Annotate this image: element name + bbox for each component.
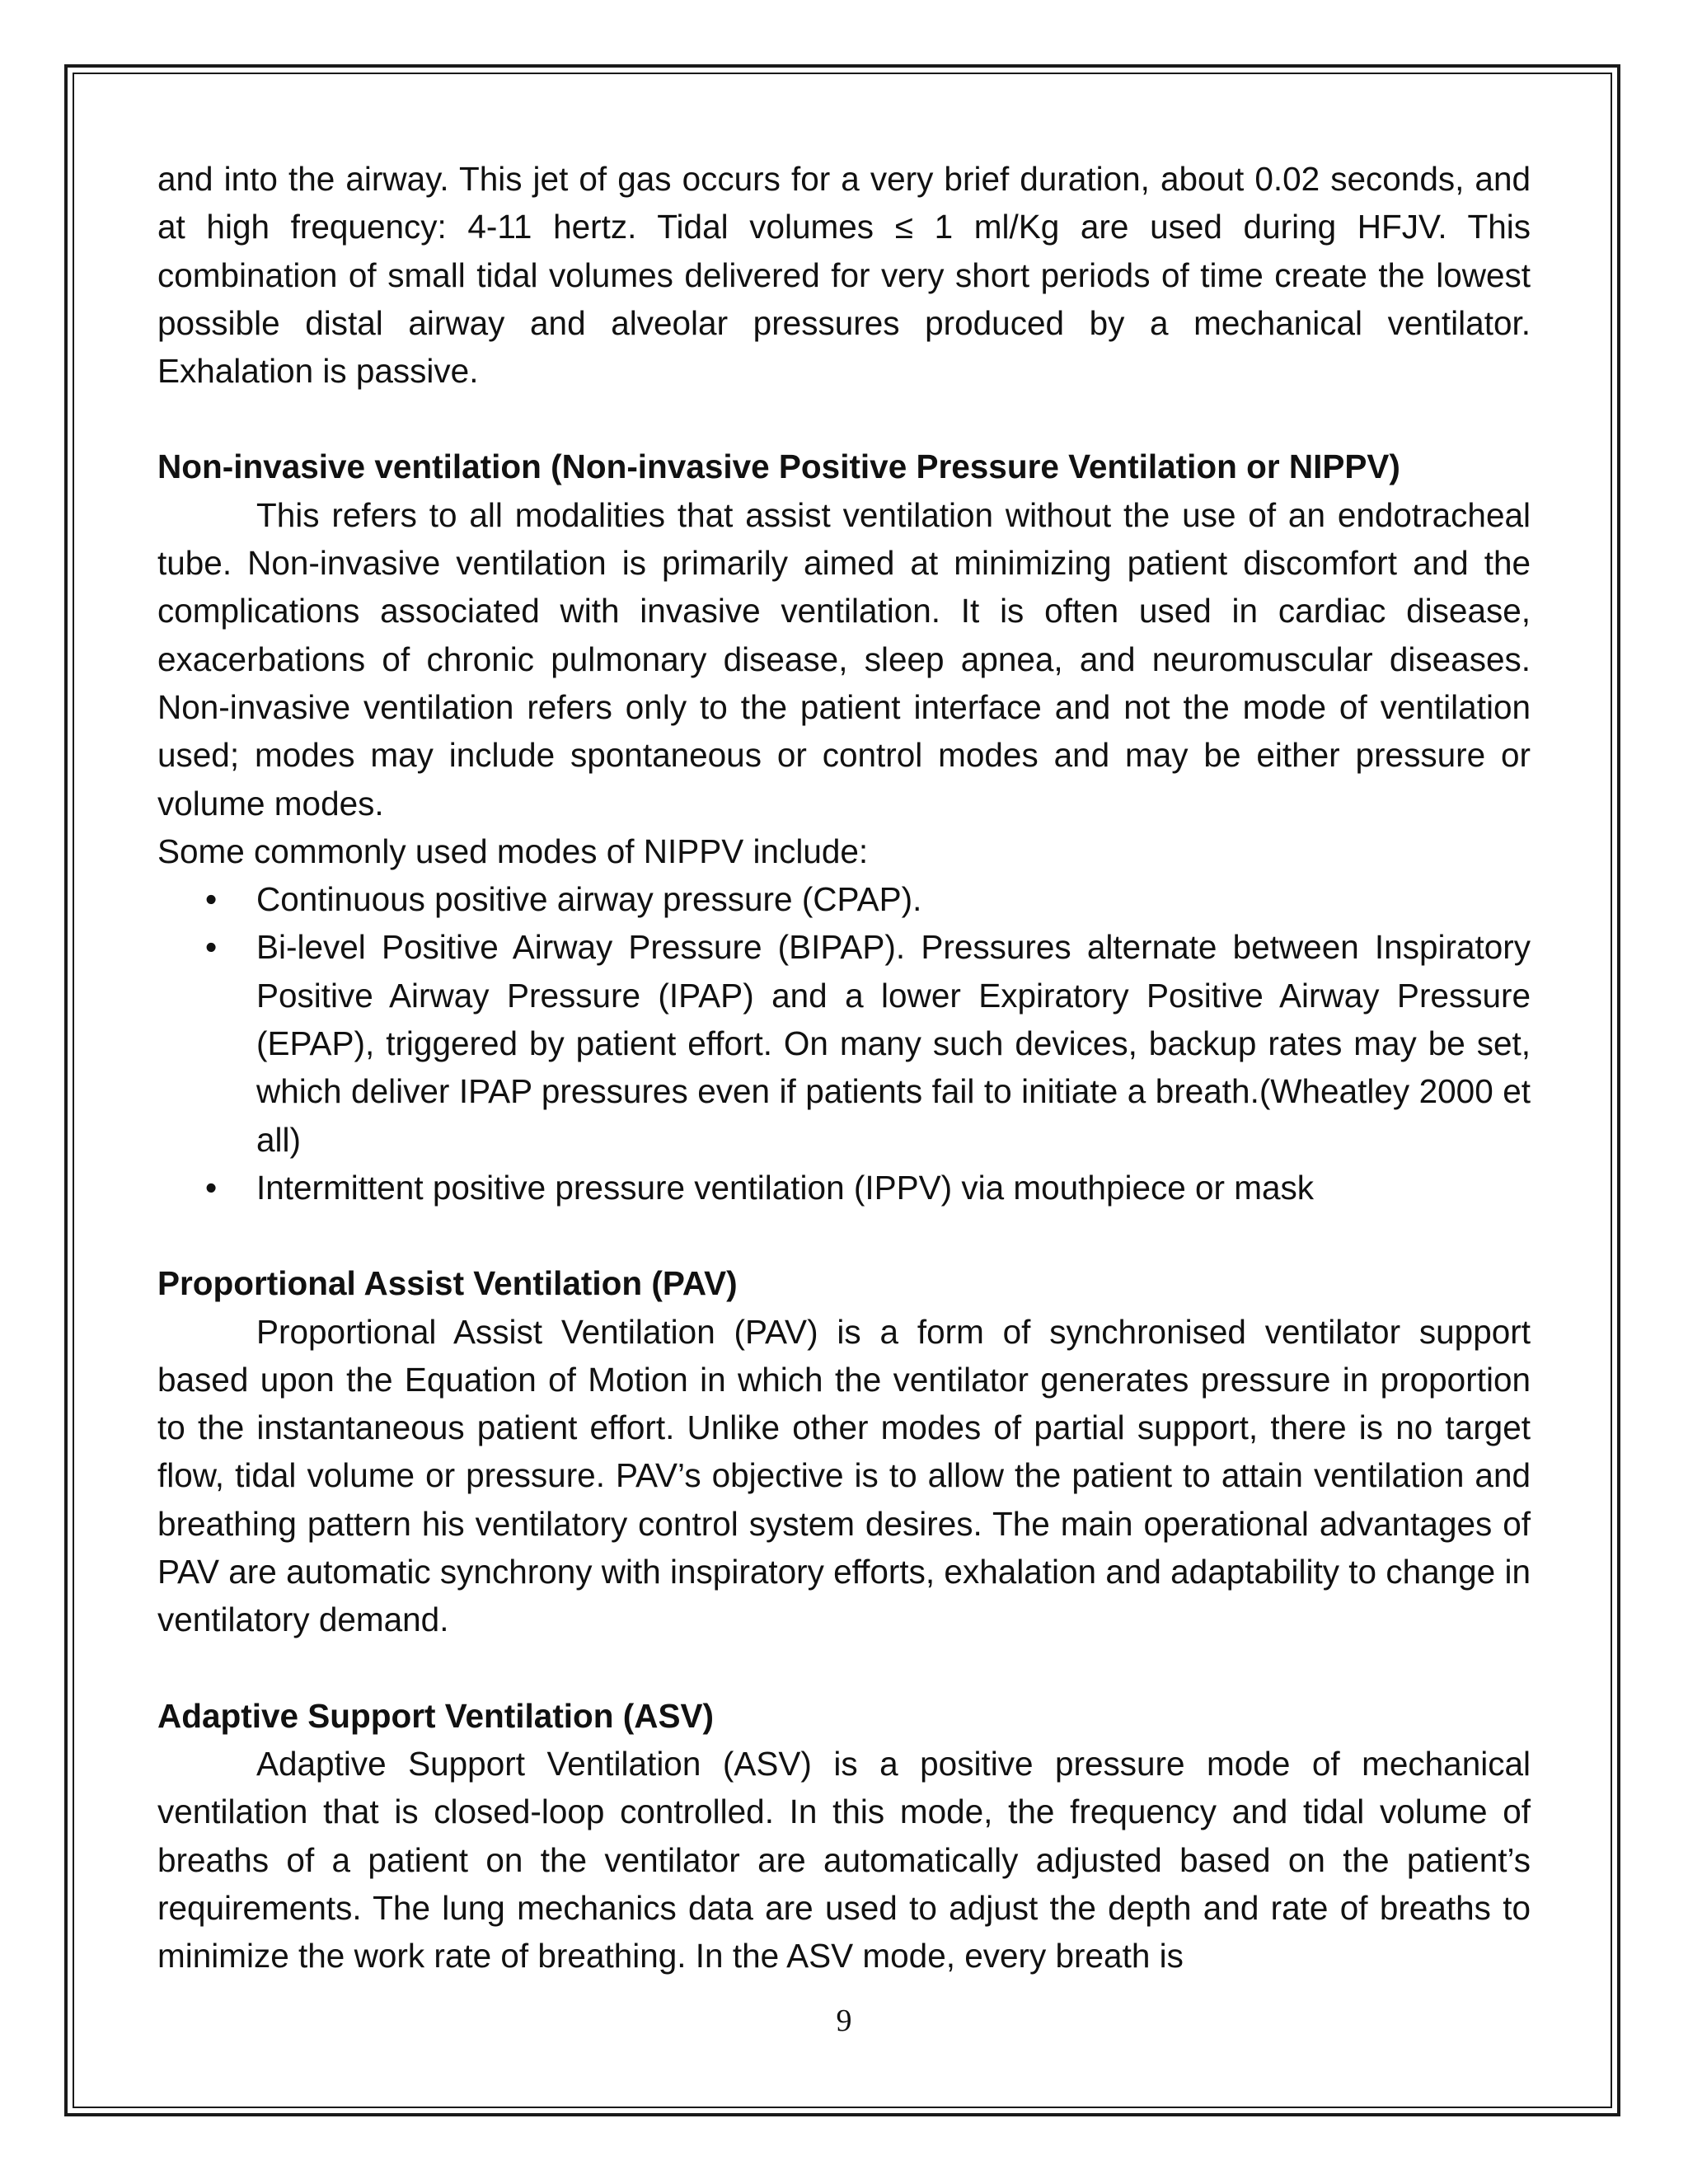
page-content — [157, 155, 1531, 1980]
section-spacer — [157, 1644, 1531, 1692]
list-item — [157, 923, 1531, 1163]
section-spacer — [157, 1212, 1531, 1259]
page-number: 9 — [836, 2004, 852, 2038]
list-item-text: Intermittent positive pressure ventilation (IPPV) via mouthpiece or mask — [256, 1168, 1315, 1207]
list-item-text: Continuous positive airway pressure (CPAP). — [256, 880, 922, 919]
pav-heading: Proportional Assist Ventilation (PAV) — [157, 1264, 738, 1303]
list-item — [157, 1164, 1531, 1212]
bullet-icon: • — [205, 1168, 218, 1207]
asv-heading: Adaptive Support Ventilation (ASV) — [157, 1696, 715, 1735]
intro-paragraph: and into the airway. This jet of gas occurs for a very brief duration, about 0.02 seconds, and at high frequency: 4-11 hertz. Tidal volumes ≤ 1 ml/Kg are used during HFJV. This combination of small tidal volumes delivered for very short periods of time create the lowest possible distal airway and alveolar pressures produced by a mechanical ventilator. Exhalation is passive. — [157, 160, 1531, 391]
nippv-mode-list — [157, 875, 1531, 1212]
asv-paragraph: Adaptive Support Ventilation (ASV) is a positive pressure mode of mechanical ventilation that is closed-loop controlled. In this mode, the frequency and tidal volume of breaths of a patient on the ventilator are automatically adjusted based on the patient’s requirements. The lung mechanics data are used to adjust the depth and rate of breaths to minimize the work rate of breathing. In the ASV mode, every breath is — [157, 1744, 1531, 1975]
nippv-paragraph: This refers to all modalities that assist ventilation without the use of an endotracheal tube. Non-invasive ventilation is primarily aimed at minimizing patient discomfort and the complications associated with invasive ventilation. It is often used in cardiac disease, exacerbations of chronic pulmonary disease, sleep apnea, and neuromuscular diseases. Non-invasive ventilation refers only to the patient interface and not the mode of ventilation used; modes may include spontaneous or control modes and may be either pressure or volume modes. — [157, 495, 1531, 823]
bullet-icon: • — [205, 928, 218, 967]
pav-paragraph: Proportional Assist Ventilation (PAV) is a form of synchronised ventilator support based upon the Equation of Motion in which the ventilator generates pressure in proportion to the instantaneous patient effort. Unlike other modes of partial support, there is no target flow, tidal volume or pressure. PAV’s objective is to allow the patient to attain ventilation and breathing pattern his ventilatory control system desires. The main operational advantages of PAV are automatic synchrony with inspiratory efforts, exhalation and adaptability to change in ventilatory demand. — [157, 1312, 1531, 1639]
nippv-heading: Non-invasive ventilation (Non-invasive Positive Pressure Ventilation or NIPPV) — [157, 448, 1400, 486]
list-item-text: Bi-level Positive Airway Pressure (BIPAP). Pressures alternate between Inspiratory Positive Airway Pressure (IPAP) and a lower Expiratory Positive Airway Pressure (EPAP), triggered by patient effort. On many such devices, backup rates may be set, which deliver IPAP pressures even if patients fail to initiate a breath.(Wheatley 2000 et all) — [256, 928, 1531, 1159]
nippv-list-intro: Some commonly used modes of NIPPV include: — [157, 832, 869, 870]
bullet-icon: • — [205, 880, 218, 919]
list-item — [157, 875, 1531, 923]
section-spacer — [157, 395, 1531, 443]
